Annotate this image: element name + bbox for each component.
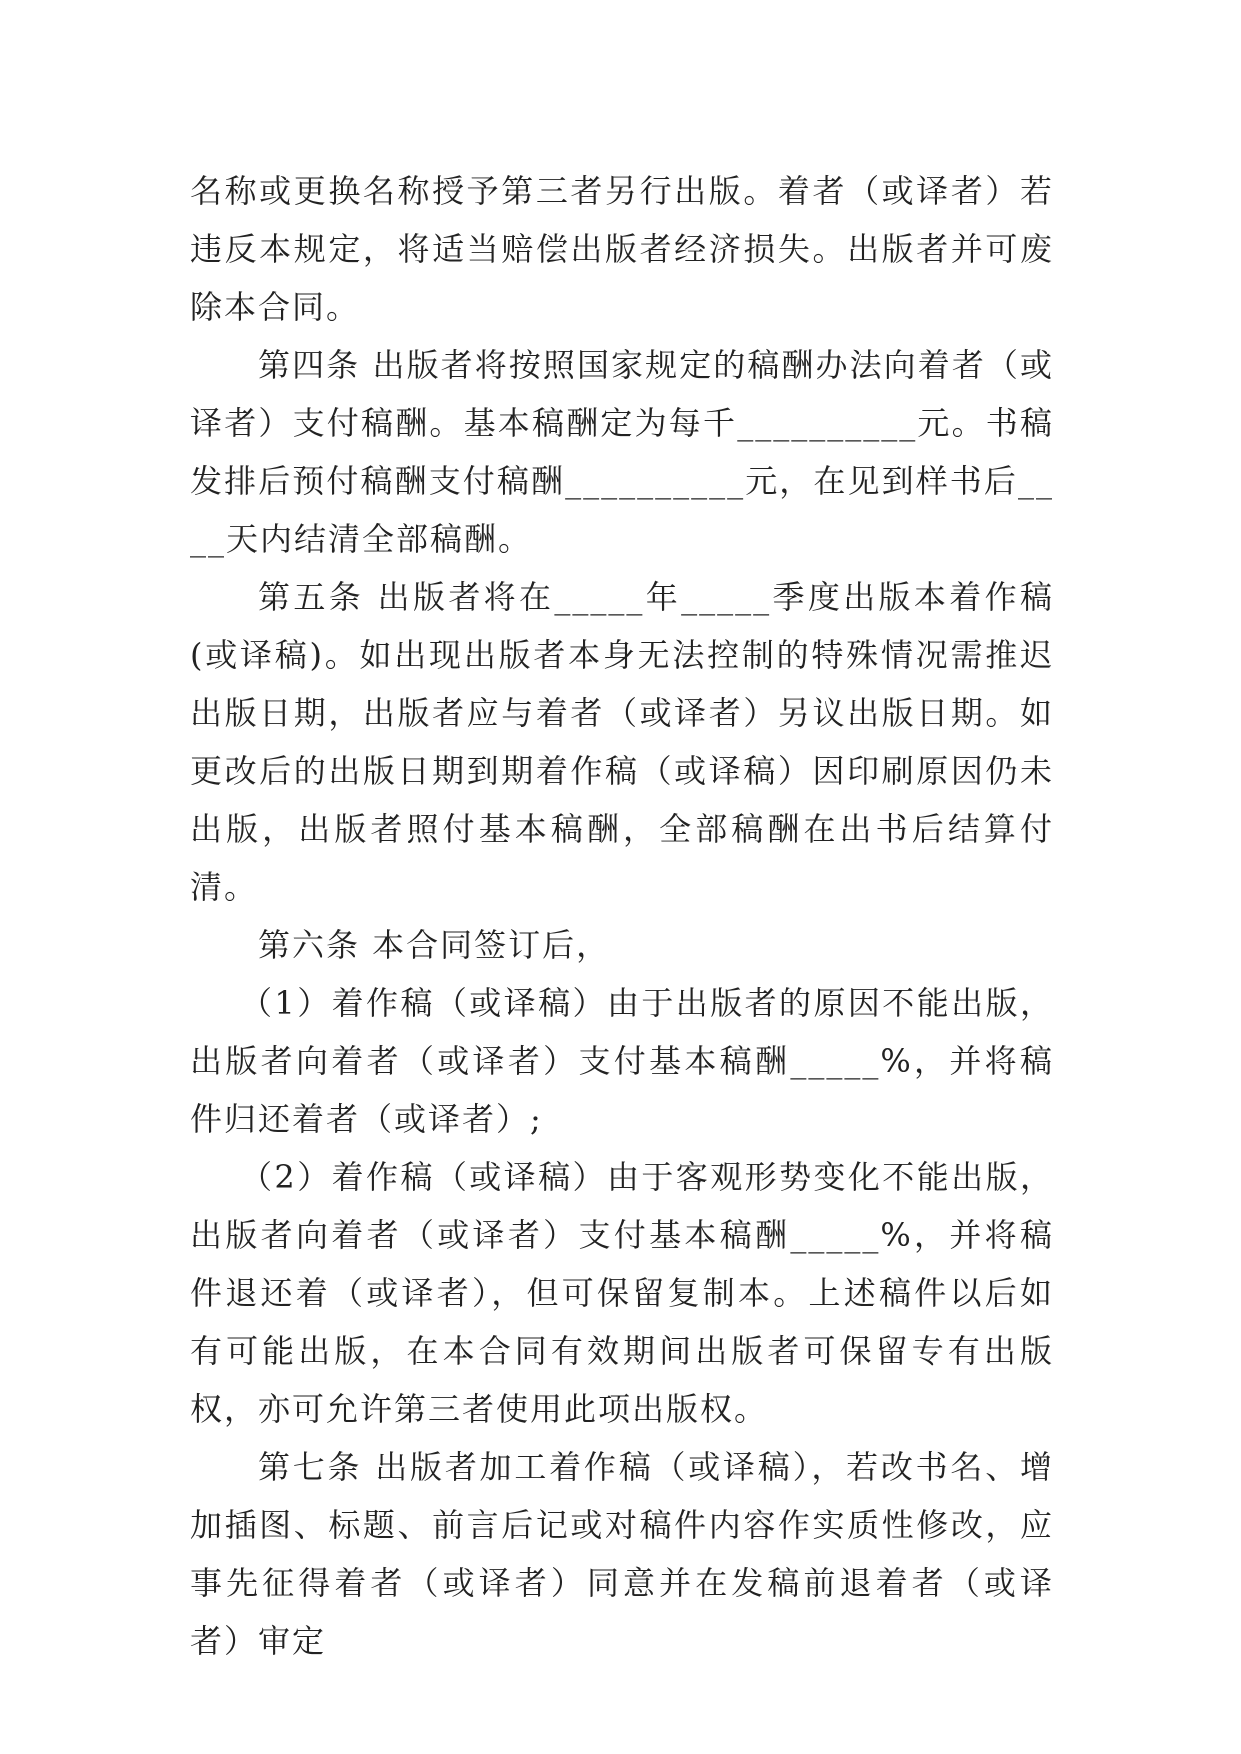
- paragraph-continuation: 名称或更换名称授予第三者另行出版。着者（或译者）若违反本规定，将适当赔偿出版者经济损失。出版者并可废除本合同。: [190, 172, 1054, 326]
- paragraph-article-4: 第四条 出版者将按照国家规定的稿酬办法向着者（或译者）支付稿酬。基本稿酬定为每千__________元。书稿发排后预付稿酬支付稿酬__________元，在见到样书后____天内结清全部稿酬。: [190, 346, 1054, 558]
- paragraph-article-6: 第六条 本合同签订后，: [258, 926, 611, 964]
- paragraph-article-6-item-2: （2）着作稿（或译稿）由于客观形势变化不能出版，出版者向着者（或译者）支付基本稿酬_____%，并将稿件退还着（或译者），但可保留复制本。上述稿件以后如有可能出版，在本合同有效期间出版者可保留专有出版权，亦可允许第三者使用此项出版权。: [190, 1158, 1054, 1428]
- paragraph-article-5: 第五条 出版者将在_____年_____季度出版本着作稿(或译稿)。如出现出版者本身无法控制的特殊情况需推迟出版日期，出版者应与着者（或译者）另议出版日期。如更改后的出版日期到期着作稿（或译稿）因印刷原因仍未出版，出版者照付基本稿酬，全部稿酬在出书后结算付清。: [190, 578, 1054, 906]
- paragraph-article-6-item-1: （1）着作稿（或译稿）由于出版者的原因不能出版，出版者向着者（或译者）支付基本稿酬_____%，并将稿件归还着者（或译者）;: [190, 984, 1054, 1138]
- paragraph-article-7: 第七条 出版者加工着作稿（或译稿），若改书名、增加插图、标题、前言后记或对稿件内容作实质性修改，应事先征得着者（或译者）同意并在发稿前退着者（或译者）审定: [190, 1448, 1054, 1660]
- document-body: [190, 162, 1054, 1670]
